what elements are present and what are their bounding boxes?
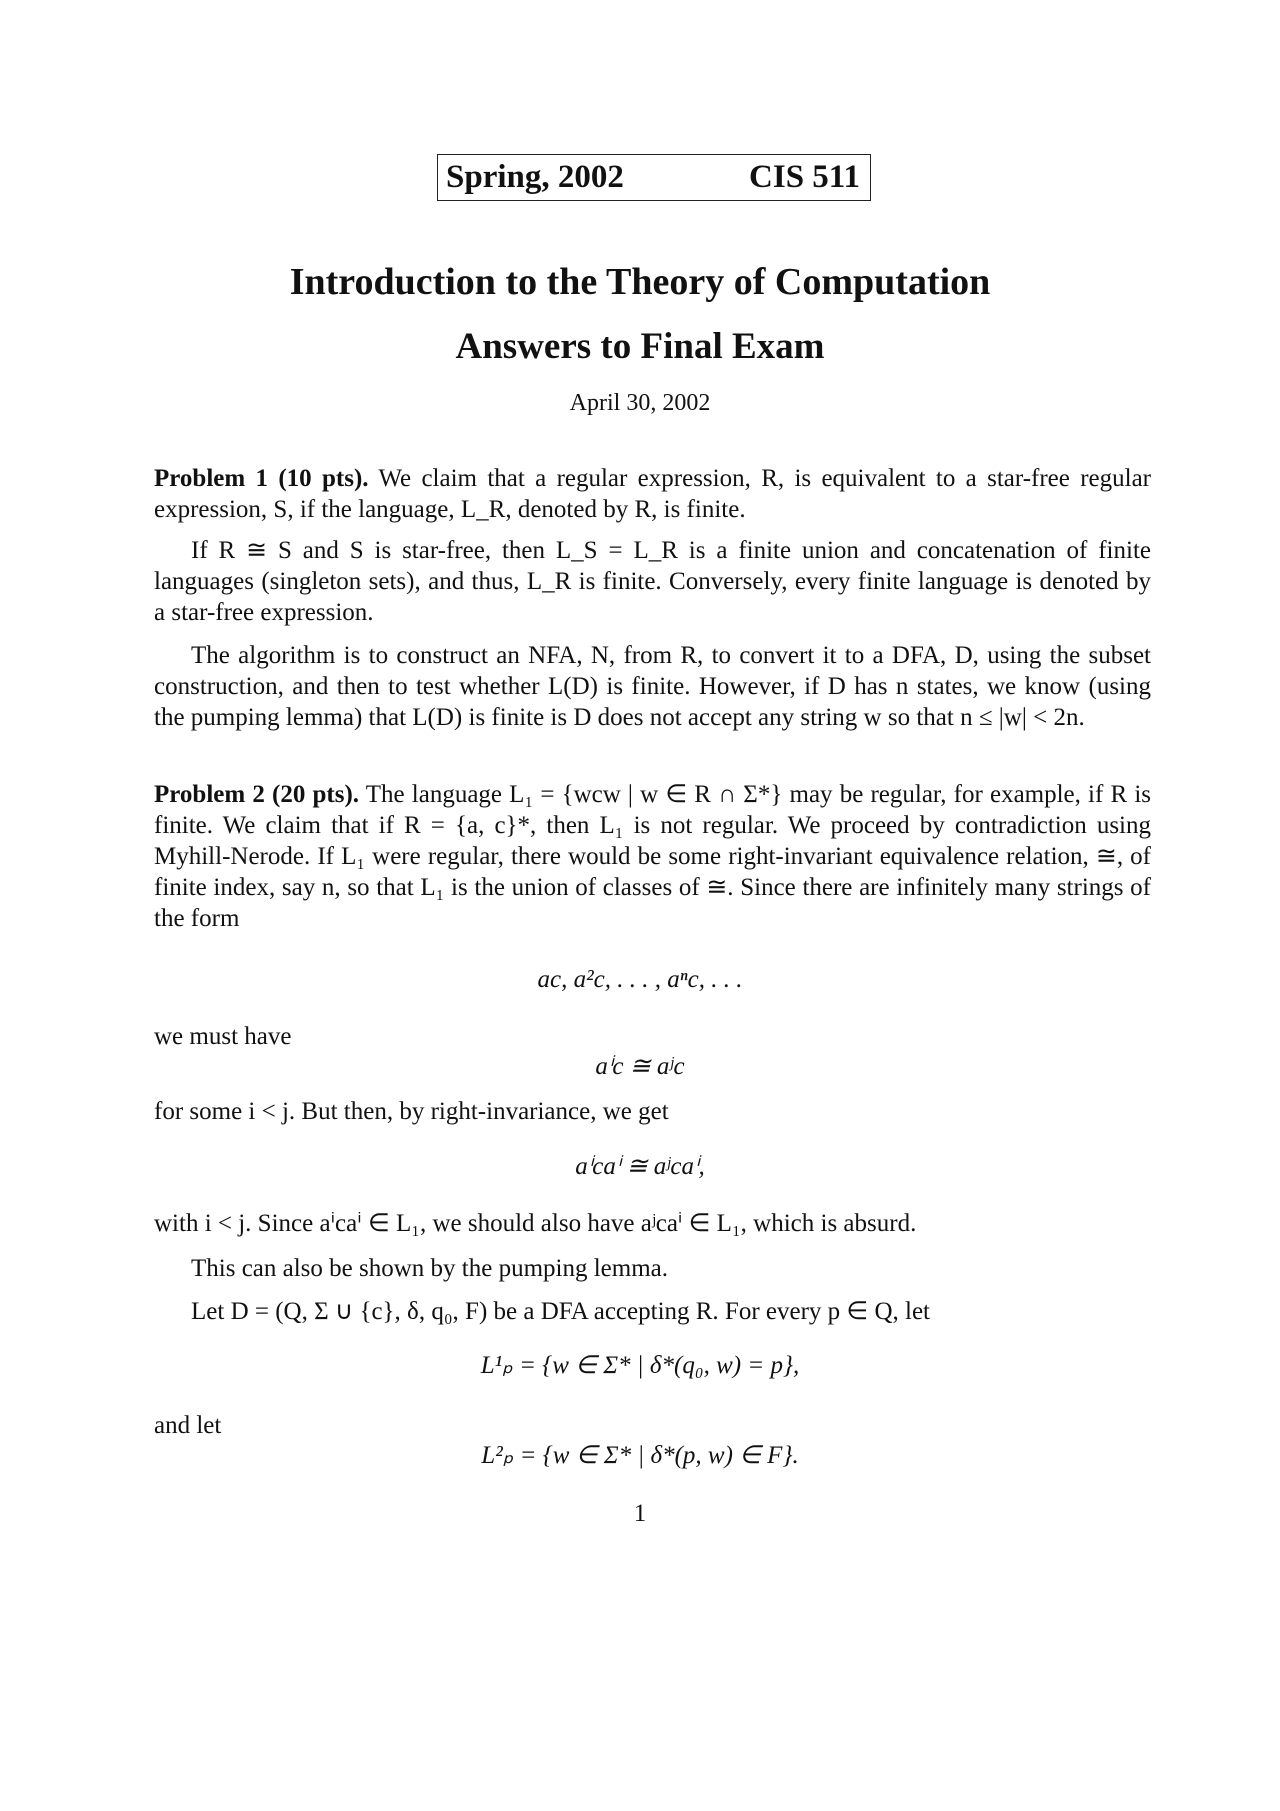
course-header-box: [437, 154, 871, 201]
document-date: April 30, 2002: [569, 390, 711, 416]
problem-1-heading: Problem 1 (10 pts).: [154, 465, 369, 492]
problem-1-para-1: [154, 463, 1151, 525]
with-text: with i < j. Since aⁱcaⁱ ∈ L₁, we should also have aʲcaⁱ ∈ L₁, which is absurd.: [154, 1210, 917, 1237]
problem-2-text-1: The language L₁ = {wcw | w ∈ R ∩ Σ*} may be regular, for example, if R is finite. We claim that if R = {a, c}*, then L₁ is not regular. We proceed by contradiction using Myhill-Nerode. If L₁ were regular, there would be some right-invariant equivalence relation, ≅, of finite index, say n, so that L₁ is the union of classes of ≅. Since there are infinitely many strings of the form: [154, 781, 1151, 932]
for-some-text: for some i < j. But then, by right-invariance, we get: [154, 1098, 669, 1125]
equation-equivalence: aⁱc ≅ aʲc: [595, 1053, 685, 1080]
equation-right-invariance: aⁱcaⁱ ≅ aʲcaⁱ,: [575, 1153, 705, 1180]
and-let-text: and let: [154, 1412, 222, 1439]
problem-1-section: [154, 463, 1151, 733]
let-d-text: Let D = (Q, Σ ∪ {c}, δ, q₀, F) be a DFA accepting R. For every p ∈ Q, let: [191, 1298, 931, 1325]
problem-2-section: [154, 779, 1151, 934]
equation-strings: ac, a²c, . . . , aⁿc, . . .: [537, 966, 743, 993]
document-subtitle: Answers to Final Exam: [455, 326, 825, 367]
page-number: 1: [633, 1500, 647, 1527]
equation-l1p: L¹ₚ = {w ∈ Σ* | δ*(q₀, w) = p},: [480, 1352, 800, 1379]
course-label: CIS 511: [749, 159, 860, 195]
pumping-text: This can also be shown by the pumping lemma.: [191, 1255, 669, 1282]
term-label: Spring, 2002: [446, 159, 624, 195]
we-must-have-text: we must have: [154, 1023, 292, 1050]
problem-1-para-3: The algorithm is to construct an NFA, N, from R, to convert it to a DFA, D, using the subset construction, and then to test whether L(D) is finite. However, if D has n states, we know (using the pumping lemma) that L(D) is finite is D does not accept any string w so that n ≤ |w| < 2n.: [154, 642, 1151, 731]
problem-1-para-2: If R ≅ S and S is star-free, then L_S = L_R is a finite union and concatenation of finite languages (singleton sets), and thus, L_R is finite. Conversely, every finite language is denoted by a star-free expression.: [154, 537, 1151, 626]
document-title: Introduction to the Theory of Computation: [289, 261, 991, 303]
problem-1-text-1: We claim that a regular expression, R, is equivalent to a star-free regular expression, S, if the language, L_R, denoted by R, is finite.: [154, 465, 1151, 523]
equation-l2p: L²ₚ = {w ∈ Σ* | δ*(p, w) ∈ F}.: [481, 1442, 799, 1469]
problem-2-heading: Problem 2 (20 pts).: [154, 781, 360, 808]
problem-2-para-1: [154, 779, 1151, 934]
